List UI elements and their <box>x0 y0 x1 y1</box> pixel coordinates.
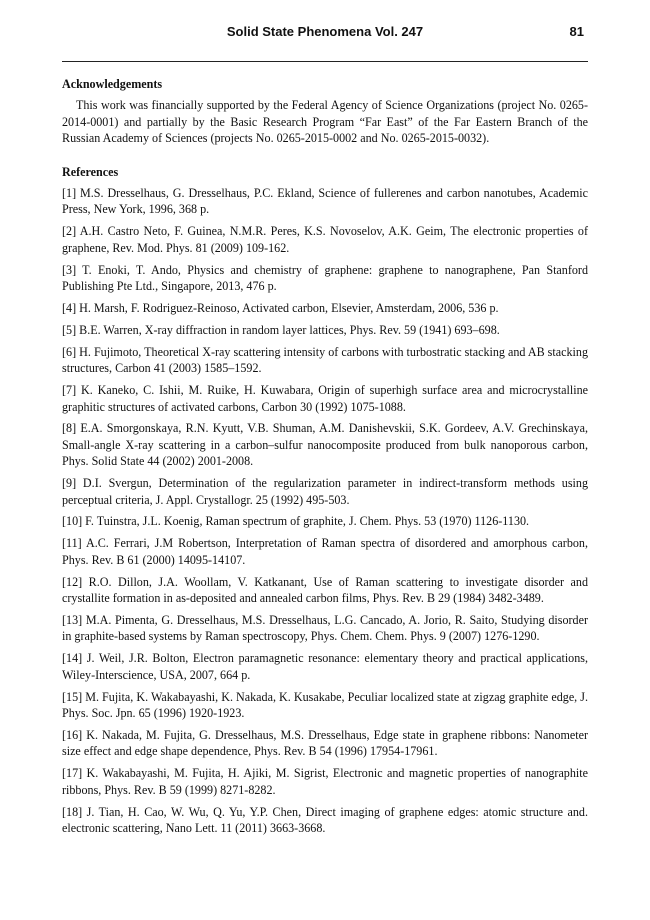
reference-item: [18] J. Tian, H. Cao, W. Wu, Q. Yu, Y.P. Chen, Direct imaging of graphene edges: atomic structure and. electronic scattering, Nano Lett. 11 (2011) 3663-3668. <box>62 804 588 835</box>
reference-item: [9] D.I. Svergun, Determination of the regularization parameter in indirect-transform methods using perceptual criteria, J. Appl. Crystallogr. 25 (1992) 495-503. <box>62 476 588 507</box>
reference-item: [13] M.A. Pimenta, G. Dresselhaus, M.S. Dresselhaus, L.G. Cancado, A. Jorio, R. Saito, Studying disorder in graphite-based systems by Raman spectroscopy, Phys. Chem. Chem. Phys. 9 (2007) 1276-1290. <box>62 612 588 644</box>
reference-item: [4] H. Marsh, F. Rodriguez-Reinoso, Activated carbon, Elsevier, Amsterdam, 2006, 536 p. <box>62 300 499 315</box>
reference-item: [17] K. Wakabayashi, M. Fujita, H. Ajiki, M. Sigrist, Electronic and magnetic properties of nanographite ribbons, Phys. Rev. B 59 (1999) 8271-8282. <box>62 766 588 797</box>
reference-item: [6] H. Fujimoto, Theoretical X-ray scattering intensity of carbons with turbostratic stacking and AB stacking structures, Carbon 41 (2003) 1585–1592. <box>62 344 588 376</box>
reference-item: [8] E.A. Smorgonskaya, R.N. Kyutt, V.B. Shuman, A.M. Danishevskii, S.K. Gordeev, A.V. Grechinskaya, Small-angle X-ray scattering in a carbon–sulfur nanocomposite produced from bulk nanoporous carbon, Phys. Solid State 44 (2002) 2001-2008. <box>62 421 588 469</box>
acknowledgements-heading: Acknowledgements <box>62 77 163 91</box>
reference-list <box>62 185 588 836</box>
reference-item: [5] B.E. Warren, X-ray diffraction in random layer lattices, Phys. Rev. 59 (1941) 693–698. <box>62 322 500 337</box>
header-rule <box>62 61 588 62</box>
reference-item: [11] A.C. Ferrari, J.M Robertson, Interpretation of Raman spectra of disordered and amorphous carbon, Phys. Rev. B 61 (2000) 14095-14107. <box>62 536 588 567</box>
reference-item: [3] T. Enoki, T. Ando, Physics and chemistry of graphene: graphene to nanographene, Pan Stanford Publishing Pte Ltd., Singapore, 2013, 476 p. <box>62 262 588 294</box>
reference-item: [16] K. Nakada, M. Fujita, G. Dresselhaus, M.S. Dresselhaus, Edge state in graphene ribbons: Nanometer size effect and edge shape dependence, Phys. Rev. B 54 (1996) 17954-17961. <box>62 727 588 759</box>
reference-item: [2] A.H. Castro Neto, F. Guinea, N.M.R. Peres, K.S. Novoselov, A.K. Geim, The electronic properties of graphene, Rev. Mod. Phys. 81 (2009) 109-162. <box>62 224 588 255</box>
reference-item: [1] M.S. Dresselhaus, G. Dresselhaus, P.C. Ekland, Science of fullerenes and carbon nanotubes, Academic Press, New York, 1996, 368 p. <box>62 186 588 217</box>
running-header <box>62 24 588 44</box>
journal-title: Solid State Phenomena Vol. 247 <box>226 24 424 39</box>
page-number: 81 <box>569 24 584 39</box>
acknowledgements-text: This work was financially supported by the Federal Agency of Science Organizations (project No. 0265-2014-0001) and partially by the Basic Research Program “Far East” of the Far Eastern Branch of the Russian Academy of Sciences (projects No. 0265-2015-0002 and No. 0265-2015-0032). <box>62 98 588 146</box>
reference-item: [10] F. Tuinstra, J.L. Koenig, Raman spectrum of graphite, J. Chem. Phys. 53 (1970) 1126-1130. <box>62 514 530 529</box>
reference-item: [12] R.O. Dillon, J.A. Woollam, V. Katkanant, Use of Raman scattering to investigate disorder and crystallite formation in as-deposited and annealed carbon films, Phys. Rev. B 29 (1984) 3482-3489. <box>62 574 588 606</box>
references-heading: References <box>62 164 119 179</box>
reference-item: [15] M. Fujita, K. Wakabayashi, K. Nakada, K. Kusakabe, Peculiar localized state at zigzag graphite edge, J. Phys. Soc. Jpn. 65 (1996) 1920-1923. <box>62 689 588 720</box>
page-body <box>62 76 588 842</box>
reference-item: [14] J. Weil, J.R. Bolton, Electron paramagnetic resonance: elementary theory and practical applications, Wiley-Interscience, USA, 2007, 664 p. <box>62 651 588 682</box>
reference-item: [7] K. Kaneko, C. Ishii, M. Ruike, H. Kuwabara, Origin of superhigh surface area and microcrystalline graphitic structures of activated carbons, Carbon 30 (1992) 1075-1088. <box>62 383 588 414</box>
